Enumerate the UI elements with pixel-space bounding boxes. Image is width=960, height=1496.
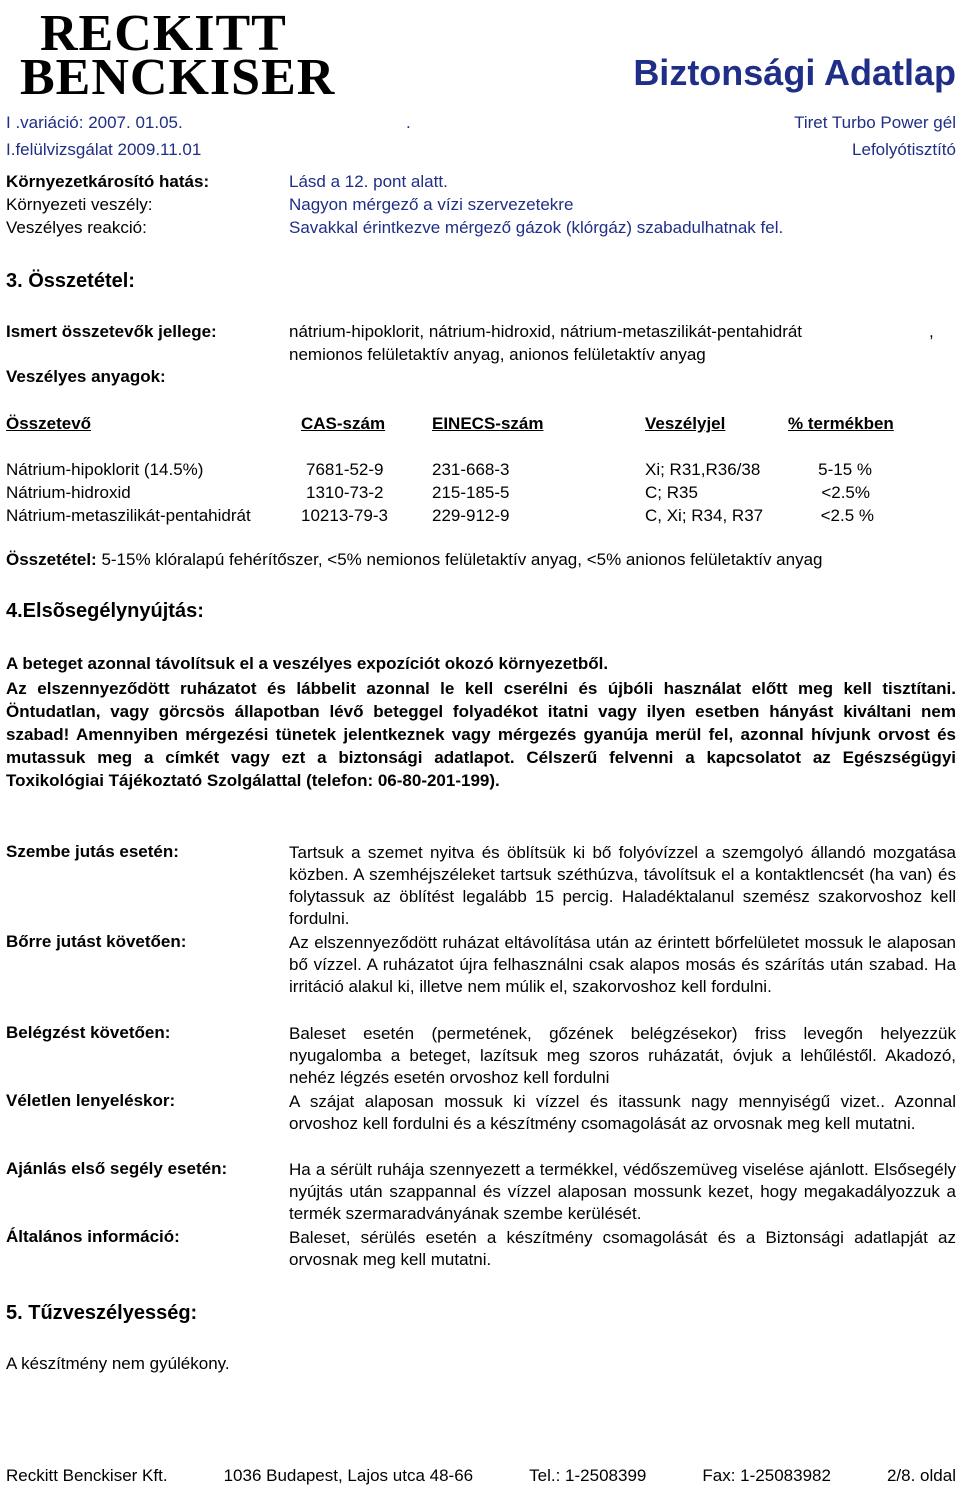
column-header-symbol: Veszélyjel — [645, 414, 726, 433]
cell-symbol: C; R35 — [645, 483, 698, 502]
footer-company: Reckitt Benckiser Kft. — [6, 1466, 168, 1485]
column-header-einecs: EINECS-szám — [432, 414, 544, 433]
dangerous-substances-label: Veszélyes anyagok: — [6, 367, 166, 386]
first-aid-heading: 4.Elsõsegélynyújtás: — [6, 600, 204, 622]
first-aid-general-paragraph: Az elszennyeződött ruházatot és lábbelit azonnal le kell cserélni és újbóli használat előtt meg kell tisztítani. Öntudatlan, vagy görcsös állapotban lévő beteggel folyadékot itatni vagy ilyen esetben hányást kiváltani nem szabad! Amennyiben mérgezési tünetek jelentkeznek vagy mérgezés gyanúja merül fel, azonnal hívjunk orvost és mutassuk meg a címkét vagy ezt a biztonsági adatlapot. Célszerű felvenni a kapcsolatot az Egészségügyi Toxikológiai Tájékoztató Szolgálattal (telefon: 06-80-201-199). — [6, 679, 956, 790]
first-aid-item-label: Általános információ: — [6, 1227, 180, 1246]
hazard-value: Lásd a 12. pont alatt. — [289, 172, 448, 191]
known-components-line-2: nemionos felületaktív anyag, anionos felületaktív anyag — [289, 345, 706, 364]
page-footer — [6, 1466, 956, 1486]
first-aid-item-text: Ha a sérült ruhája szennyezett a termékkel, védőszemüveg viselése ajánlott. Elsősegély nyújtás után szappannal és vízzel alaposan mossunk kezet, hogy megakadályozzuk a termék szermaradványának szembe kerülését. — [289, 1160, 956, 1223]
product-type: Lefolyótisztító — [852, 140, 956, 159]
first-aid-item-text: Az elszennyeződött ruházat eltávolítása után az érintett bőrfelületet mossuk le alaposan bő vízzel. A ruházatot újra felhasználni csak alapos mosás és szárítás után szabad. Ha irritáció alakul ki, illetve nem múlik el, szakorvoshoz kell fordulni. — [289, 933, 956, 996]
cell-cas: 7681-52-9 — [306, 460, 384, 479]
first-aid-item-text: A szájat alaposan mossuk ki vízzel és itassunk nagy mennyiségű vizet.. Azonnal orvoshoz kell fordulni és a készítmény csomagolását az orvosnak meg kell mutatni. — [289, 1092, 956, 1133]
variation-date: I .variáció: 2007. 01.05. — [6, 113, 183, 132]
first-aid-intro: A beteget azonnal távolítsuk el a veszélyes expozíciót okozó környezetből. — [6, 654, 609, 673]
logo-line-1: RECKITT — [40, 5, 287, 62]
first-aid-item-label: Véletlen lenyeléskor: — [6, 1091, 176, 1110]
cell-einecs: 215-185-5 — [432, 483, 510, 502]
cell-einecs: 229-912-9 — [432, 506, 510, 525]
cell-percent: <2.5% — [821, 483, 870, 502]
footer-phone: Tel.: 1-2508399 — [529, 1466, 647, 1485]
first-aid-item-label: Szembe jutás esetén: — [6, 842, 179, 861]
column-header-component: Összetevő — [6, 414, 92, 433]
footer-fax: Fax: 1-25083982 — [702, 1466, 831, 1485]
footer-address: 1036 Budapest, Lajos utca 48-66 — [223, 1466, 474, 1485]
composition-heading: 3. Összetétel: — [6, 270, 135, 292]
column-header-cas: CAS-szám — [301, 414, 386, 433]
document-title: Biztonsági Adatlap — [633, 52, 956, 93]
review-date: I.felülvizsgálat 2009.11.01 — [6, 140, 202, 159]
first-aid-item-text: Tartsuk a szemet nyitva és öblítsük ki bő folyóvízzel a szemgolyó állandó mozgatása közben. A szemhéjszéleket tartsuk széthúzva, távolítsuk el a kontaktlencsét (ha van) és folytassuk az öblítést legalább 15 percig. Haladéktalanul szemész szakorvoshoz kell fordulni. — [289, 843, 956, 928]
hazard-label: Környezeti veszély: — [6, 195, 153, 214]
composition-summary — [6, 550, 823, 570]
fire-heading: 5. Tűzveszélyesség: — [6, 1302, 198, 1324]
cell-einecs: 231-668-3 — [432, 460, 510, 479]
first-aid-item-label: Bőrre jutást követően: — [6, 932, 187, 951]
hazard-label: Környezetkárosító hatás: — [6, 172, 210, 191]
cell-component: Nátrium-metaszilikát-pentahidrát — [6, 506, 251, 525]
known-components-label: Ismert összetevők jellege: — [6, 322, 217, 341]
cell-cas: 10213-79-3 — [301, 506, 388, 525]
known-components-comma: , — [929, 322, 934, 341]
product-name: Tiret Turbo Power gél — [794, 113, 956, 132]
logo-line-2: BENCKISER — [20, 49, 336, 106]
fire-text: A készítmény nem gyúlékony. — [6, 1354, 230, 1373]
cell-percent: 5-15 % — [818, 460, 872, 479]
composition-summary-text: 5-15% klóralapú fehérítőszer, <5% nemionos felületaktív anyag, <5% anionos felületaktív anyag — [101, 550, 823, 569]
first-aid-item-label: Ajánlás első segély esetén: — [6, 1159, 228, 1178]
column-header-percent: % termékben — [788, 414, 894, 433]
cell-symbol: C, Xi; R34, R37 — [645, 506, 764, 525]
hazard-value: Savakkal érintkezve mérgező gázok (klórgáz) szabadulhatnak fel. — [289, 218, 784, 237]
composition-summary-label: Összetétel: — [6, 550, 97, 569]
hazard-label: Veszélyes reakció: — [6, 218, 147, 237]
header-dot: . — [406, 113, 411, 132]
first-aid-item-text: Baleset esetén (permetének, gőzének belégzésekor) friss levegőn helyezzük nyugalomba a beteget, lazítsuk meg szoros ruházatát, óvjuk a lehűléstől. Akadozó, nehéz légzés esetén orvoshoz kell fordulni — [289, 1024, 956, 1087]
cell-component: Nátrium-hidroxid — [6, 483, 131, 502]
cell-symbol: Xi; R31,R36/38 — [645, 460, 761, 479]
known-components-line-1: nátrium-hipoklorit, nátrium-hidroxid, nátrium-metaszilikát-pentahidrát — [289, 322, 803, 341]
first-aid-item-label: Belégzést követően: — [6, 1023, 171, 1042]
footer-page-number: 2/8. oldal — [886, 1466, 956, 1485]
cell-component: Nátrium-hipoklorit (14.5%) — [6, 460, 204, 479]
cell-percent: <2.5 % — [820, 506, 874, 525]
hazard-value: Nagyon mérgező a vízi szervezetekre — [289, 195, 574, 214]
cell-cas: 1310-73-2 — [306, 483, 384, 502]
company-logo — [18, 5, 336, 106]
first-aid-item-text: Baleset, sérülés esetén a készítmény csomagolását és a Biztonsági adatlapját az orvosnak meg kell mutatni. — [289, 1228, 956, 1269]
